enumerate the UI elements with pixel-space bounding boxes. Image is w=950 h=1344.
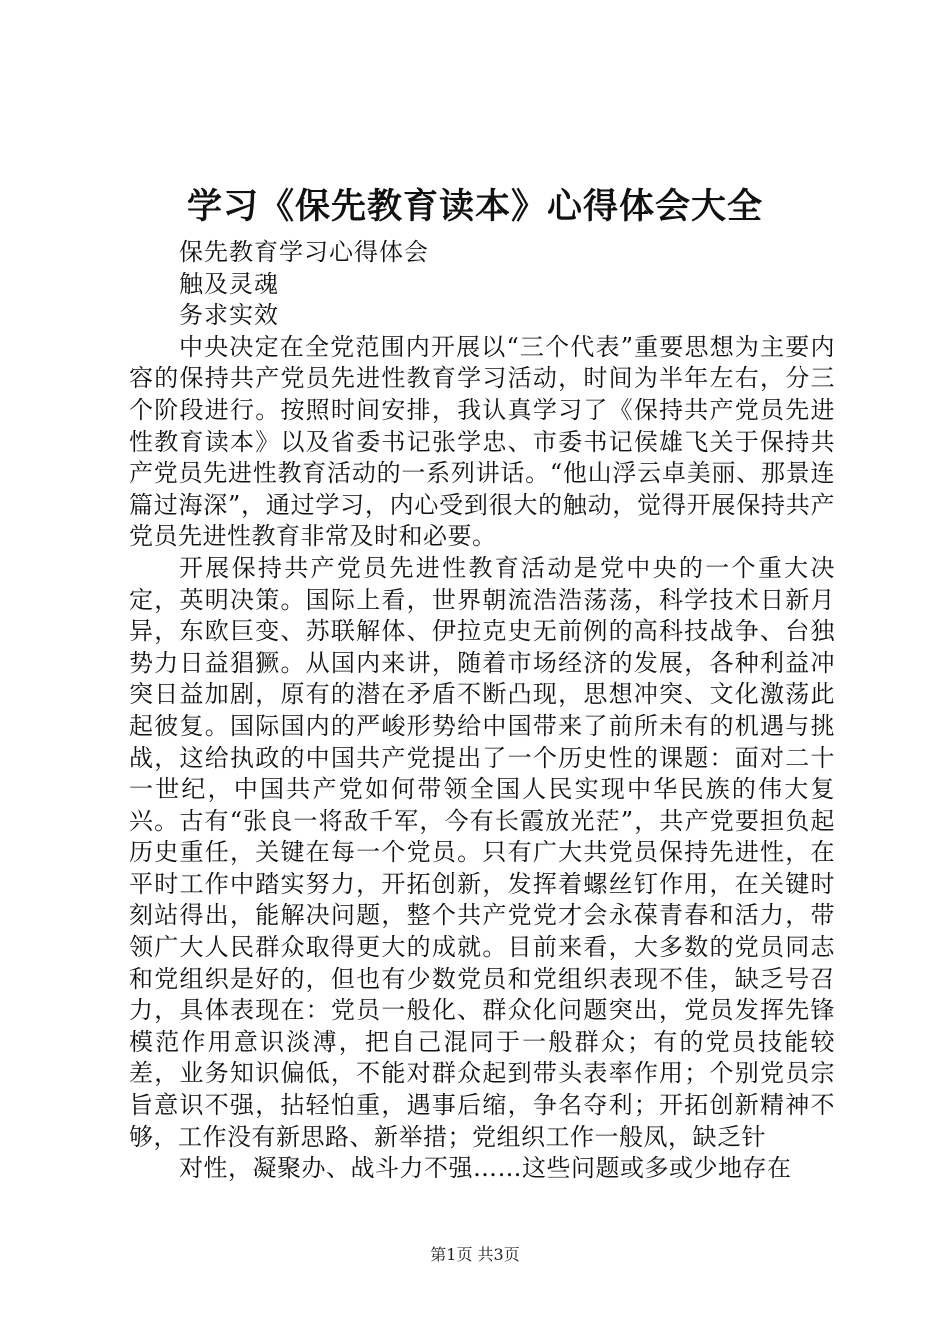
paragraph-2: 开展保持共产党员先进性教育活动是党中央的一个重大决定，英明决策。国际上看，世界朝流浩浩荡荡，科学技术日新月异，东欧巨变、苏联解体、伊拉克史无前例的高科技战争、台独势力日益猖獗。从国内来讲，随着市场经济的发展，各种利益冲突日益加剧，原有的潜在矛盾不断凸现，思想冲突、文化激荡此起彼复。国际国内的严峻形势给中国带来了前所未有的机遇与挑战，这给执政的中国共产党提出了一个历史性的课题：面对二十一世纪，中国共产党如何带领全国人民实现中华民族的伟大复兴。古有“张良一将敌千军，今有长霞放光茫”，共产党要担负起历史重任，关键在每一个党员。只有广大共党员保持先进性，在平时工作中踏实努力，开拓创新，发挥着螺丝钉作用，在关键时刻站得出，能解决问题，整个共产党党才会永葆青春和活力，带领广大人民群众取得更大的成就。目前来看，大多数的党员同志和党组织是好的，但也有少数党员和党组织表现不佳，缺乏号召力，具体表现在：党员一般化、群众化问题突出，党员发挥先锋模范作用意识淡溥，把自己混同于一般群众；有的党员技能较差，业务知识偏低，不能对群众起到带头表率作用；个别党员宗旨意识不强，拈轻怕重，遇事后缩，争名夺利；开拓创新精神不够，工作没有新思路、新举措；党组织工作一般凤，缺乏针 [129, 553, 835, 1151]
document-title: 学习《保先教育读本》心得体会大全 [186, 187, 763, 227]
paragraph-1: 中央决定在全党范围内开展以“三个代表”重要思想为主要内容的保持共产党员先进性教育学习活动，时间为半年左右，分三个阶段进行。按照时间安排，我认真学习了《保持共产党员先进性教育读本》以及省委书记张学忠、市委书记侯雄飞关于保持共产党员先进性教育活动的一系列讲话。“他山浮云卓美丽、那景连篇过海深”，通过学习，内心受到很大的触动，觉得开展保持共产党员先进性教育非常及时和必要。 [129, 332, 835, 551]
paragraph-3: 对性，凝聚办、战斗力不强……这些问题或多或少地存在 [179, 1154, 792, 1183]
subheading-2: 触及灵魂 [179, 269, 279, 298]
subheading-1: 保先教育学习心得体会 [179, 238, 429, 266]
page-footer: 第1页 共3页 [430, 1245, 520, 1264]
document-body [129, 237, 835, 1185]
subheading-3: 务求实效 [179, 301, 279, 330]
